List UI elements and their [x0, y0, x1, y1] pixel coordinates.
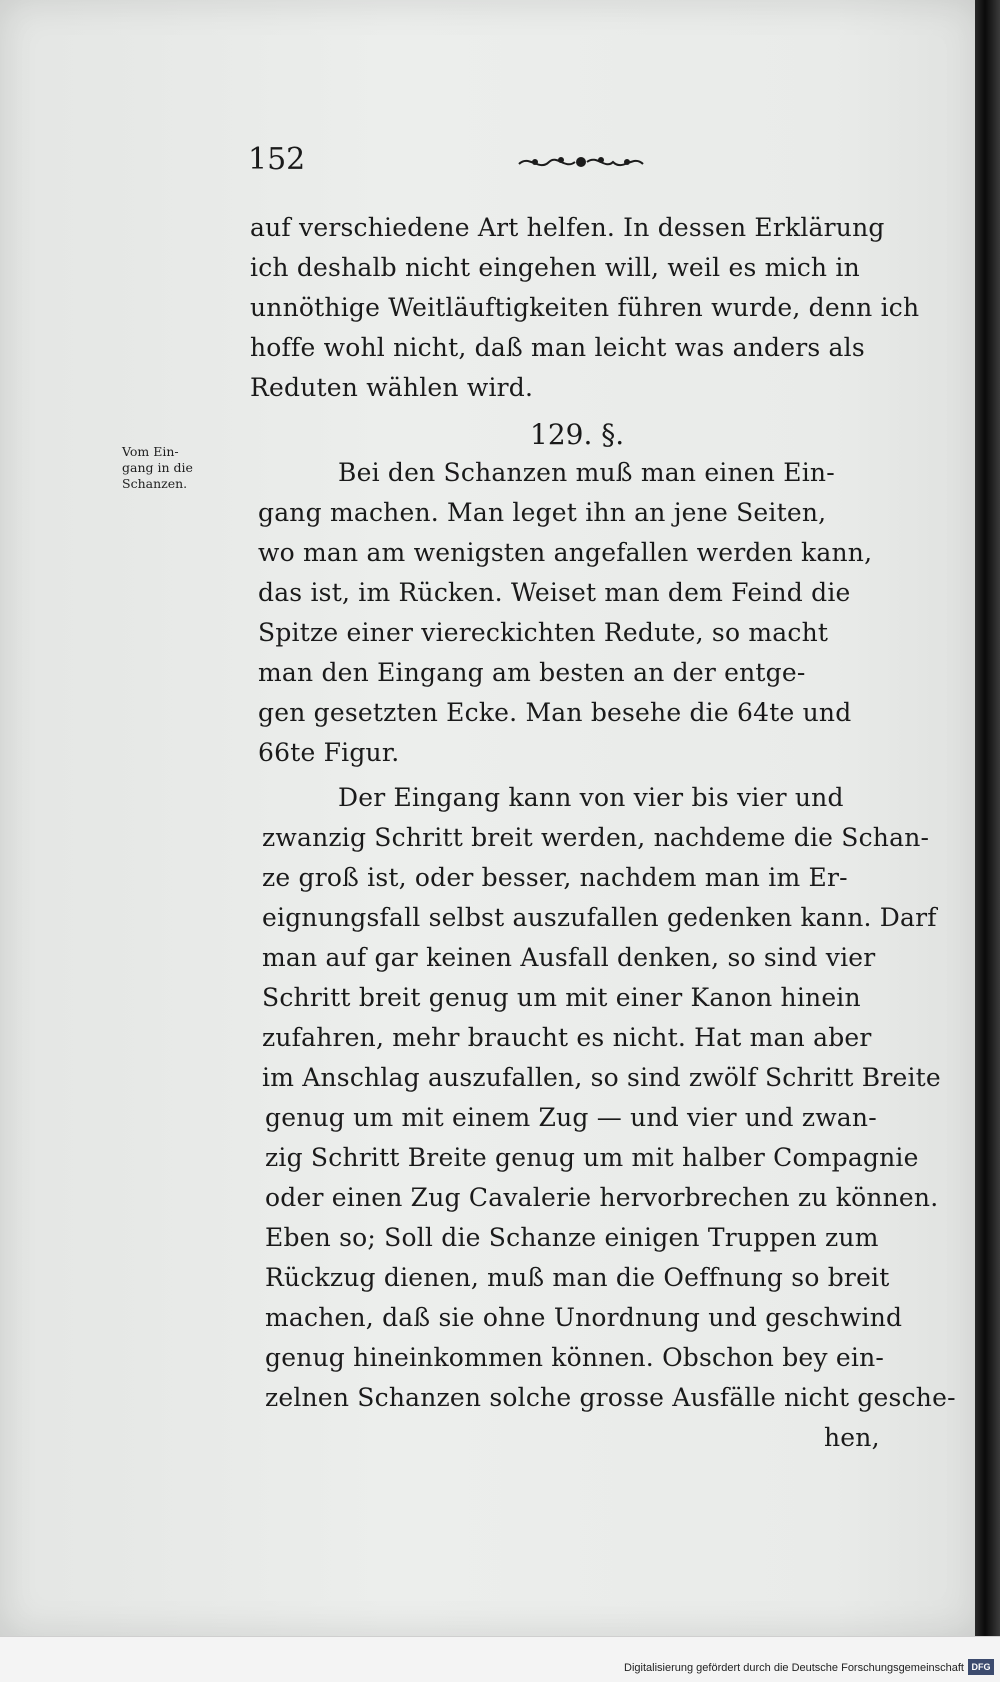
text-line: im Anschlag auszufallen, so sind zwölf Schritt Breite	[262, 1063, 941, 1092]
text-line: zig Schritt Breite genug um mit halber Compagnie	[265, 1143, 919, 1172]
printer-ornament	[515, 150, 647, 174]
text-line: Rückzug dienen, muß man die Oeffnung so breit	[265, 1263, 890, 1292]
text-line: Der Eingang kann von vier bis vier und	[338, 783, 844, 812]
text-line: genug um mit einem Zug — und vier und zwan-	[265, 1103, 877, 1132]
section-heading: 129. §.	[530, 418, 625, 451]
marginal-note-line: Schanzen.	[122, 476, 188, 491]
text-line: gang machen. Man leget ihn an jene Seiten,	[258, 498, 827, 527]
text-line: unnöthige Weitläuftigkeiten führen wurde, denn ich	[250, 293, 920, 322]
text-line: zelnen Schanzen solche grosse Ausfälle nicht gesche-	[265, 1383, 956, 1412]
digitization-footer	[0, 1636, 1000, 1682]
dfg-logo: DFG	[968, 1659, 994, 1675]
text-line: auf verschiedene Art helfen. In dessen Erklärung	[250, 213, 885, 242]
text-line: man den Eingang am besten an der entge-	[258, 658, 806, 687]
text-line: machen, daß sie ohne Unordnung und geschwind	[265, 1303, 903, 1332]
text-line: hoffe wohl nicht, daß man leicht was anders als	[250, 333, 865, 362]
text-line: man auf gar keinen Ausfall denken, so sind vier	[262, 943, 876, 972]
marginal-note-line: gang in die	[122, 460, 193, 475]
catchword: hen,	[824, 1423, 880, 1452]
text-line: wo man am wenigsten angefallen werden kann,	[258, 538, 873, 567]
text-line: Schritt breit genug um mit einer Kanon hinein	[262, 983, 861, 1012]
text-line: Bei den Schanzen muß man einen Ein-	[338, 458, 835, 487]
page-number: 152	[248, 142, 306, 177]
text-line: gen gesetzten Ecke. Man besehe die 64te und	[258, 698, 852, 727]
text-line: das ist, im Rücken. Weiset man dem Feind die	[258, 578, 851, 607]
text-line: oder einen Zug Cavalerie hervorbrechen zu können.	[265, 1183, 939, 1212]
marginal-note-line: Vom Ein-	[122, 444, 179, 459]
text-line: genug hineinkommen können. Obschon bey ein-	[265, 1343, 885, 1372]
text-line: ze groß ist, oder besser, nachdem man im Er-	[262, 863, 848, 892]
text-line: Eben so; Soll die Schanze einigen Truppen zum	[265, 1223, 879, 1252]
text-line: Spitze einer viereckichten Redute, so macht	[258, 618, 829, 647]
text-line: Reduten wählen wird.	[250, 373, 534, 402]
text-line: zwanzig Schritt breit werden, nachdeme die Schan-	[262, 823, 930, 852]
marginal-note	[122, 444, 222, 492]
text-line: ich deshalb nicht eingehen will, weil es mich in	[250, 253, 860, 282]
funding-credit: Digitalisierung gefördert durch die Deutsche Forschungsgemeinschaft	[624, 1662, 964, 1674]
text-line: 66te Figur.	[258, 738, 400, 767]
text-line: zufahren, mehr braucht es nicht. Hat man aber	[262, 1023, 872, 1052]
book-spine-edge	[975, 0, 1000, 1636]
text-line: eignungsfall selbst auszufallen gedenken kann. Darf	[262, 903, 937, 932]
